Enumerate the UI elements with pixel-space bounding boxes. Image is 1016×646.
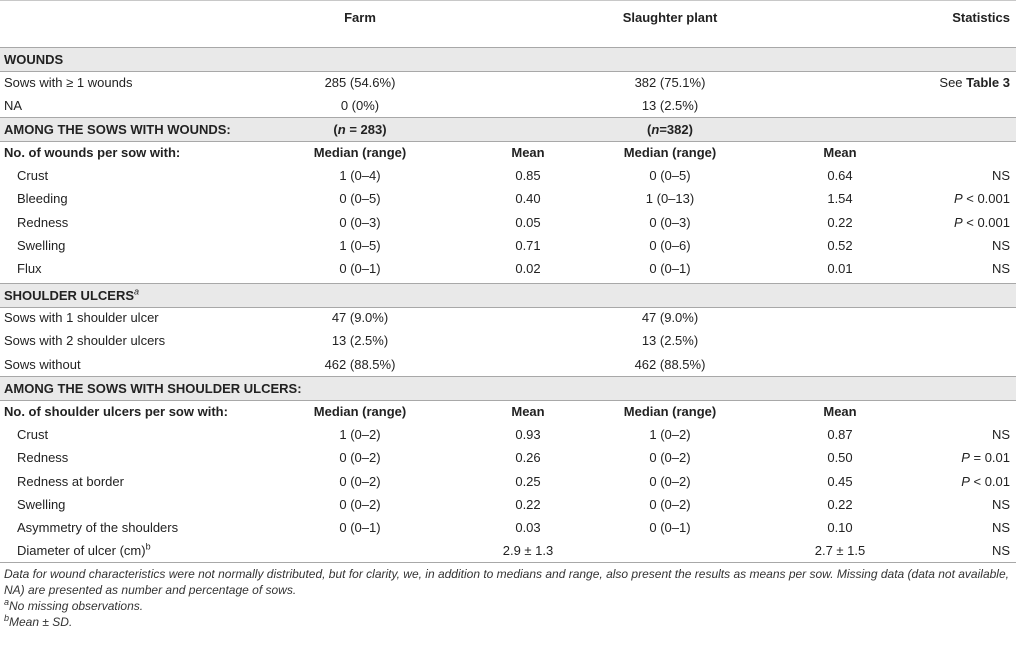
row-label-text: Diameter of ulcer (cm)	[17, 543, 146, 558]
statistics-value: NS	[991, 237, 1010, 253]
header-farm: Farm	[344, 10, 376, 25]
row-label: Bleeding	[17, 191, 68, 207]
row-label: Redness	[17, 450, 69, 466]
row-label: Sows with ≥ 1 wounds	[4, 75, 133, 90]
footnote-text: Mean ± SD.	[9, 615, 73, 629]
slaughter-mean: 0.22	[827, 214, 853, 230]
footnote-marker: b	[4, 613, 10, 623]
p-value: = 0.01	[969, 450, 1010, 466]
farm-mean: 0.71	[515, 237, 541, 253]
statistics-value	[954, 187, 1010, 210]
row-label: Redness	[17, 214, 69, 230]
farm-median: 0 (0–5)	[339, 191, 381, 207]
n-slaughter	[600, 118, 740, 141]
subheader-row	[0, 400, 1016, 423]
table-row	[0, 94, 1016, 117]
table-row	[0, 423, 1016, 446]
slaughter-median: 1 (0–2)	[649, 427, 691, 442]
slaughter-mean: 0.64	[827, 168, 853, 183]
statistics-value	[954, 211, 1010, 234]
table-row	[0, 306, 1016, 329]
farm-median: 0 (0–2)	[339, 450, 381, 466]
p-value: < 0.001	[962, 214, 1010, 230]
farm-median: 1 (0–5)	[339, 237, 381, 253]
table-row	[0, 353, 1016, 376]
section-title-text: SHOULDER ULCERS	[4, 288, 135, 303]
farm-median: 0 (0–2)	[339, 473, 381, 489]
row-label: Flux	[17, 261, 42, 277]
see-text: See	[939, 75, 967, 90]
table-row	[0, 539, 1016, 562]
row-label: Sows with 1 shoulder ulcer	[4, 310, 159, 325]
row-label: Crust	[17, 168, 49, 183]
footnote-main: Data for wound characteristics were not normally distributed, but for clarity, we, in addition to medians and range, also present the results as means per sow. Missing data (data not available, NA) are presented as number and percentage of sows.	[4, 567, 1009, 597]
slaughter-median: 0 (0–2)	[649, 473, 691, 489]
p-value: < 0.01	[969, 473, 1010, 489]
farm-value: 0 (0%)	[340, 98, 380, 113]
row-label: Sows with 2 shoulder ulcers	[4, 333, 166, 349]
statistics-value: NS	[991, 168, 1010, 183]
farm-mean: 0.02	[515, 261, 541, 277]
section-among-wounds	[0, 117, 1016, 142]
table-row	[0, 257, 1016, 280]
farm-mean: 0.22	[515, 496, 541, 512]
slaughter-mean: 2.7 ± 1.5	[814, 543, 866, 558]
statistics-value: NS	[991, 427, 1010, 442]
section-title: AMONG THE SOWS WITH WOUNDS:	[4, 122, 231, 137]
slaughter-mean: 0.22	[827, 496, 853, 512]
slaughter-mean: 1.54	[827, 191, 853, 207]
table-reference: Table 3	[966, 75, 1010, 90]
p-symbol: P	[961, 450, 970, 466]
footnote-text: No missing observations.	[9, 599, 144, 613]
slaughter-median-header: Median (range)	[623, 404, 717, 419]
table-row	[0, 493, 1016, 516]
slaughter-mean-header: Mean	[823, 145, 857, 160]
statistics-value	[939, 71, 1010, 94]
bottom-rule	[0, 562, 1016, 563]
farm-mean: 0.05	[515, 214, 541, 230]
row-label	[17, 539, 151, 562]
farm-value: 13 (2.5%)	[331, 333, 389, 349]
section-title	[4, 284, 139, 307]
p-value: < 0.001	[962, 191, 1010, 207]
table-row	[0, 329, 1016, 352]
slaughter-median: 0 (0–5)	[649, 168, 691, 183]
footnote-b	[4, 614, 1012, 630]
statistics-value	[961, 446, 1010, 469]
row-label: Redness at border	[17, 473, 124, 489]
p-symbol: P	[953, 191, 963, 207]
slaughter-median: 1 (0–13)	[645, 191, 695, 207]
table-row	[0, 470, 1016, 493]
farm-median-header: Median (range)	[313, 404, 407, 419]
farm-median-header: Median (range)	[313, 145, 407, 160]
footnote-marker: b	[145, 541, 151, 552]
paren: (	[647, 122, 652, 137]
subheader-label: No. of wounds per sow with:	[4, 145, 181, 160]
slaughter-value: 13 (2.5%)	[641, 333, 699, 349]
table-row	[0, 211, 1016, 234]
farm-mean: 0.26	[515, 450, 541, 466]
farm-mean-header: Mean	[511, 145, 545, 160]
slaughter-mean: 0.10	[827, 520, 853, 536]
farm-value: 285 (54.6%)	[324, 75, 396, 90]
statistics-value: NS	[991, 543, 1010, 558]
slaughter-median: 0 (0–2)	[649, 496, 691, 512]
farm-mean: 0.93	[515, 427, 541, 442]
row-label: Swelling	[17, 237, 66, 253]
n-value: = 283)	[345, 122, 387, 137]
slaughter-median: 0 (0–1)	[649, 261, 691, 277]
statistics-value: NS	[991, 496, 1010, 512]
n-variable: n	[651, 122, 660, 137]
section-shoulder-ulcers	[0, 283, 1016, 308]
row-label: NA	[4, 98, 23, 113]
footnote-a	[4, 598, 1012, 614]
section-wounds	[0, 47, 1016, 72]
section-title: WOUNDS	[4, 52, 64, 67]
slaughter-median: 0 (0–2)	[649, 450, 691, 466]
statistics-value: NS	[991, 520, 1010, 536]
section-among-ulcers	[0, 376, 1016, 401]
table-row	[0, 516, 1016, 539]
statistics-value	[961, 470, 1010, 493]
table-row	[0, 187, 1016, 210]
n-variable: n	[337, 122, 346, 137]
slaughter-mean: 0.50	[827, 450, 853, 466]
statistics-value: NS	[991, 261, 1010, 277]
farm-value: 47 (9.0%)	[331, 310, 389, 325]
subheader-label: No. of shoulder ulcers per sow with:	[4, 404, 228, 419]
farm-value: 462 (88.5%)	[324, 356, 396, 372]
top-rule	[0, 0, 1016, 1]
farm-median: 0 (0–1)	[339, 261, 381, 277]
slaughter-mean: 0.52	[827, 237, 853, 253]
paren: (	[333, 122, 338, 137]
slaughter-median: 0 (0–1)	[649, 520, 691, 536]
slaughter-value: 382 (75.1%)	[634, 75, 706, 90]
row-label: Swelling	[17, 496, 66, 512]
table-row	[0, 234, 1016, 257]
slaughter-median-header: Median (range)	[623, 145, 717, 160]
table-row	[0, 164, 1016, 187]
table-footnotes	[4, 566, 1012, 630]
farm-mean: 0.03	[515, 520, 541, 536]
n-value: =382)	[659, 122, 693, 137]
slaughter-median: 0 (0–6)	[649, 237, 691, 253]
row-label: Sows without	[4, 356, 81, 372]
slaughter-mean-header: Mean	[823, 404, 857, 419]
farm-median: 1 (0–4)	[339, 168, 381, 183]
column-header-row	[0, 6, 1016, 29]
farm-mean: 0.85	[515, 168, 541, 183]
subheader-row	[0, 141, 1016, 164]
slaughter-mean: 0.45	[827, 473, 853, 489]
farm-median: 1 (0–2)	[339, 427, 381, 442]
n-farm	[290, 118, 430, 141]
slaughter-mean: 0.01	[827, 261, 853, 277]
footnote-marker: a	[134, 286, 140, 297]
footnote-marker: a	[4, 597, 10, 607]
slaughter-value: 13 (2.5%)	[641, 98, 699, 113]
table-row	[0, 446, 1016, 469]
farm-median: 0 (0–3)	[339, 214, 381, 230]
farm-median: 0 (0–2)	[339, 496, 381, 512]
slaughter-mean: 0.87	[827, 427, 853, 442]
header-statistics: Statistics	[952, 10, 1010, 25]
farm-median: 0 (0–1)	[339, 520, 381, 536]
row-label: Crust	[17, 427, 49, 442]
p-symbol: P	[961, 473, 970, 489]
farm-mean: 0.25	[515, 473, 541, 489]
farm-mean: 2.9 ± 1.3	[502, 543, 554, 558]
farm-mean-header: Mean	[511, 404, 545, 419]
table-row	[0, 71, 1016, 94]
section-title: AMONG THE SOWS WITH SHOULDER ULCERS:	[4, 381, 302, 396]
slaughter-value: 47 (9.0%)	[641, 310, 699, 325]
row-label: Asymmetry of the shoulders	[17, 520, 179, 536]
p-symbol: P	[953, 214, 963, 230]
slaughter-value: 462 (88.5%)	[634, 356, 706, 372]
farm-mean: 0.40	[515, 191, 541, 207]
header-slaughter-plant: Slaughter plant	[622, 10, 718, 25]
slaughter-median: 0 (0–3)	[649, 214, 691, 230]
